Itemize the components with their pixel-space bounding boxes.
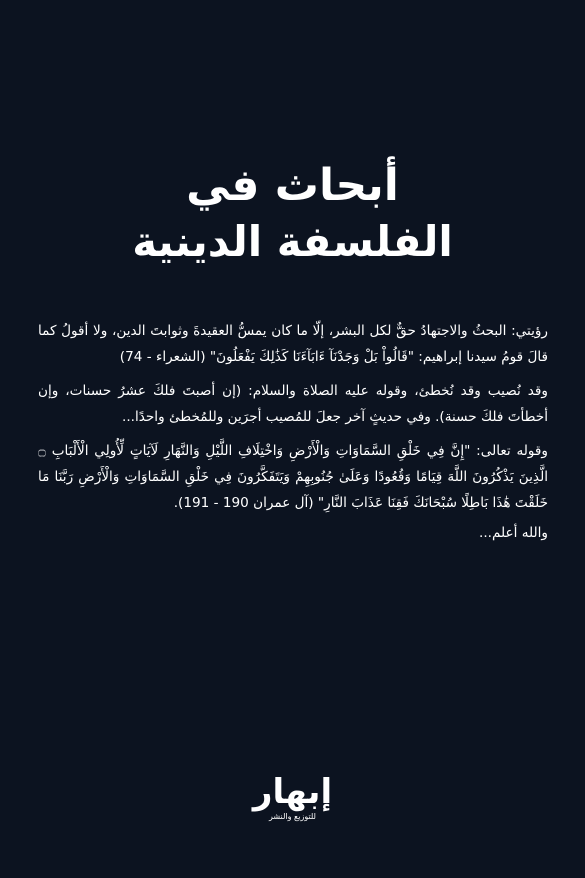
back-cover-text bbox=[38, 318, 548, 546]
book-title bbox=[0, 158, 585, 270]
publisher-logo bbox=[0, 772, 585, 822]
paragraph-closing: والله أعلم... bbox=[479, 525, 548, 541]
paragraph-vision: رؤيتي: البحثُ والاجتهادُ حقٌّ لكل البشر، إلّا ما كان يمسُّ العقيدةَ وثوابتَ الدين، ولا أقولُ كما قالَ قومُ سيدنا إبراهيم: "قَالُواْ بَلْ وَجَدْنَآ ءَابَآءَنَا كَذَٰلِكَ يَفْعَلُونَ" (الشعراء - 74) bbox=[38, 323, 548, 365]
publisher-tagline: للتوزيع والنشر bbox=[268, 812, 316, 821]
title-line-2: الفلسفة الدينية bbox=[132, 217, 453, 266]
publisher-name: إبهار bbox=[252, 772, 333, 812]
title-line-1: أبحاث في bbox=[186, 160, 399, 211]
paragraph-verse: وقوله تعالى: "إِنَّ فِي خَلْقِ السَّمَاوَاتِ وَالْأَرْضِ وَاخْتِلَافِ اللَّيْلِ وَالنَّهَارِ لَآيَاتٍ لِّأُولِي الْأَلْبَابِ ۝ الَّذِينَ يَذْكُرُونَ اللَّهَ قِيَامًا وَقُعُودًا وَعَلَىٰ جُنُوبِهِمْ وَيَتَفَكَّرُونَ فِي خَلْقِ السَّمَاوَاتِ وَالْأَرْضِ رَبَّنَا مَا خَلَقْتَ هَٰذَا بَاطِلًا سُبْحَانَكَ فَقِنَا عَذَابَ النَّارِ" (آل عمران 190 - 191). bbox=[38, 443, 548, 511]
paragraph-hadith: وقد نُصيب وقد نُخطئ، وقوله عليه الصلاة والسلام: (إن أصبتَ فلكَ عشرُ حسنات، وإن أخطأتَ فلكَ حسنة). وفي حديثٍ آخر جعلَ للمُصيب أجرَين وللمُخطئ واحدًا... bbox=[38, 383, 548, 425]
